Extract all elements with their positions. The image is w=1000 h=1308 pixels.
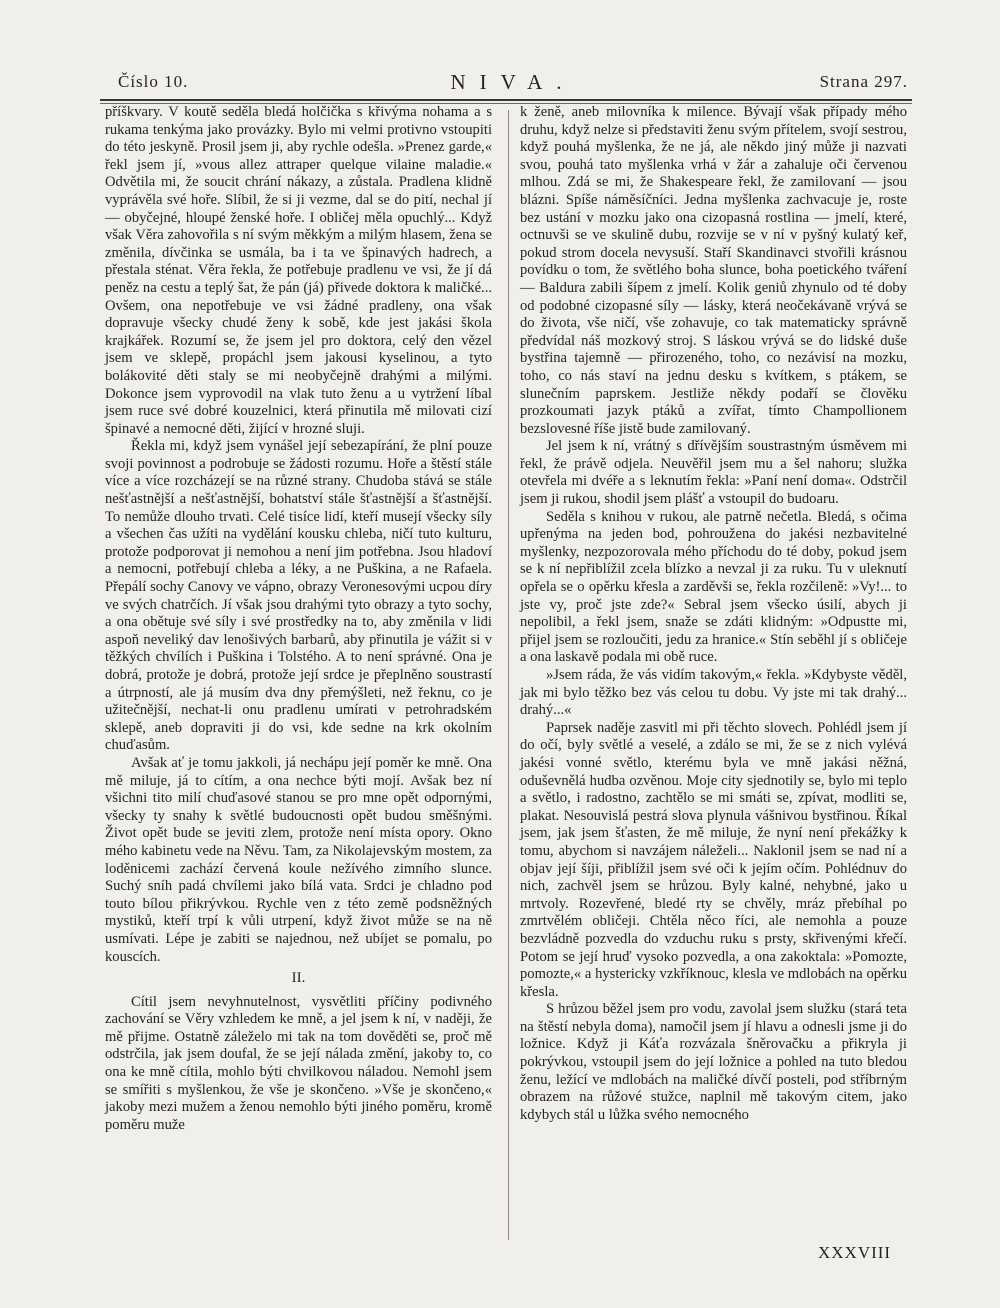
paragraph: Avšak ať je tomu jakkoli, já nechápu její poměr ke mně. Ona mě miluje, já to cítím, a ona nechce býti mojí. Avšak bez ní všichni tito milí chuďasové stanou se pro mne opět odpornými, všecky ty snahy k světlé budoucnosti opět budou směšnými. Život opět bude se jeviti zlem, protože není místa opory. Okno mého kabinetu vede na Něvu. Tam, za Nikolajevským mostem, za loděnicemi zachází červená koule nežívého zimního slunce. Suchý sníh padá chvílemi jako bílá vata. Srdci je chladno pod touto bílou přikrývkou. Rychle ven z této země podsněžných mystiků, kteří trpí k vůli utrpení, když život může se na ně usmívati. Lépe je zabiti se najednou, než ubíjet se pomalu, po kouscích. (105, 754, 492, 965)
section-numeral: II. (291, 970, 306, 987)
paragraph: příškvary. V koutě seděla bledá holčička s křivýma nohama a s rukama tenkýma jako provázky. Bylo mi velmi protivno vstoupiti do této jeskyně. Prosil jsem ji, aby rychle odešla. »Prenez garde,« řekl jsem jí, »vous allez attraper quelque vilaine maladie.« Odvětila mi, že soucit chrání nákazy, a zůstala. Pradlena klidně vyprávěla své hoře. Slíbil, že si ji vezme, dal se do pití, nechal jí — obyčejné, hloupé ženské hoře. I obličej měla opuchlý... Když však Věra zahovořila s ní svým měkkým a milým hlasem, žena se změnila, dívčinka se usmála, ba i ta ve špinavých hadrech, a přestala sténat. Věra řekla, že potřebuje pradlenu ve vsi, že jí dá peněz na cestu a teplý šat, že pán (já) přivede doktora k maličké... Ovšem, ona nepotřebuje ve vsi žádné pradleny, ona však dopravuje všecky chudé ženy k sobě, kde jest jakási škola krajkářek. Rozumí se, že jsem jel pro doktora, celý den vězel jsem ve sklepě, propáchl jsem jakousi kyselinou, a tyto bolákovité děti staly se mi neobyčejně drahými a milými. Dokonce jsem vyprovodil na vlak tuto ženu a u vytržení líbal jsem ruce své dobré kouzelnici, která přinutila mě milovati cizí špinavé a nemocné děti, žijící v hrozné sluji. (105, 104, 492, 437)
paragraph: Jel jsem k ní, vrátný s dřívějším soustrastným úsměvem mi řekl, že právě odjela. Neuvěřil jsem mu a šel nahoru; služka otevřela mi dvéře a s leknutím řekla: »Paní není doma«. Odstrčil jsem ji rukou, shodil jsem plášť a vstoupil do budoaru. (520, 438, 907, 508)
header-rule-thick (100, 99, 912, 101)
journal-title: NIVA. (450, 70, 576, 94)
paragraph: Řekla mi, když jsem vynášel její sebezapírání, že plní pouze svoji povinnost a podrobuje se žádosti rozumu. Hoře a štěstí stále více a více rozcházejí se na různé strany. Chudoba stává se stále nešťastnější a nešťastnější, bohatství stále šťastnější a šťastnější. To nemůže dlouho trvati. Celé tisíce lidí, kteří musejí všecky síly a všechen čas užíti na vydělání kousku chleba, ničí tuto kulturu, protože podporovat ji nemohou a není jim potřebna. Jsou hladoví a nemocni, potřebují chleba a léky, a ne Puškina, a ne Rafaela. Přepálí sochy Canovy ve vápno, obrazy Veronesovými ucpou díry ve svých chatrčích. Jí však jsou drahými tyto obrazy a tyto sochy, a ona obětuje své síly i své prostředky na to, aby změnila v lidi aspoň neveliký dav lenošivých barbarů, aby přinutila je vážit si v těžkých chvílích i Puškina i Tolstého. A to není správné. Ona je dobrá, protože je dobrá, protože její srdce je přeplněno soustrastí a útrpností, ale já musím dva dny přemýšleti, než řeknu, co je užitečnější, nechat-li onu pradlenu umírati v petrohradském sklepě, aneb dopraviti ji do vsi, kde sedne na krk okolním chuďasům. (105, 438, 492, 754)
paragraph: Seděla s knihou v rukou, ale patrně nečetla. Bledá, s očima upřenýma na jeden bod, pohroužena do jakési nezbavitelné myšlenky, nezpozorovala mého příchodu do té doby, pokud jsem se k ní nepřiblížil zcela blízko a nevzal ji za ruku. Tu v uleknutí opřela se o opěrku křesla a zarděvši se, řekla rozčileně: »Vy!... to jste vy, proč jste zde?« Sebral jsem všecko úsilí, abych ji nepolibil, a řekl jsem, snaže se zdáti klidným: »Odpustte mi, přijel jsem se rozloučiti, jedu za hranice.« Stín seběhl jí s obličeje a ona laskavě podala mi obě ruce. (520, 508, 907, 666)
left-column (105, 104, 492, 1134)
paragraph: S hrůzou běžel jsem pro vodu, zavolal jsem služku (stará teta na štěstí nebyla doma), namočil jsem jí hlavu a odnesli jsme ji do ložnice. Když ji Káťa rozvázala šněrovačku a přikryla ji pokrývkou, vstoupil jsem do její ložnice a pohled na tuto bledou ženu, ležící ve mdlobách na maličké dívčí posteli, pod stříbrným obrazem na růžové stužce, naplnil mě takovým citem, jako kdybych stál u lůžka svého nemocného (520, 1001, 907, 1123)
page-number: Strana 297. (819, 72, 908, 91)
page-header (118, 72, 908, 96)
paragraph: Cítil jsem nevyhnutelnost, vysvětliti příčiny podivného zachování se Věry vzhledem ke mně, a jel jsem k ní, v naději, že mě přijme. Ostatně záleželo mi tak na tom dověděti se, proč mě odstrčila, jak jsem doufal, že se její nálada změní, jakoby to, co ona ke mně cítila, mohlo býti chvilkovou náladou. Nemohl jsem se smířiti s myšlenkou, že vše je skončeno. »Vše je skončeno,« jakoby mezi mužem a ženou nemohlo býti jiného poměru, kromě poměru muže (105, 993, 492, 1133)
column-divider (508, 110, 509, 1240)
issue-number: Číslo 10. (118, 72, 189, 91)
right-column (520, 104, 907, 1124)
paragraph: k ženě, aneb milovníka k milence. Bývají však případy mého druhu, když nelze si představiti ženu svým přítelem, svojí sestrou, když pouhá myšlenka, že ne já, ale někdo jiný může ji nazvati svou, pouhá tato myšlenka vrhá v žár a zahaluje oči červenou mlhou. Zdá se mi, že Shakespeare řekl, že zamilovaní — jsou blázni. Spíše náměsíčníci. Jedna myšlenka zachvacuje je, roste bez ustání v mozku jako ona cizopasná rostlina — jmelí, které, octnuvši se ve skulině dubu, rozvije se v ní v pyšný kulatý keř, pokud strom docela nevysuší. Staří Skandinavci stvořili krásnou povídku o tom, že světlého boha slunce, boha poetického tváření — Baldura zabili šípem z jmelí. Kolik geniů zhynulo od té doby od podobné cizopasné síly — lásky, která neočekávaně vrývá se do života, vše ničí, vše zohavuje, co tak matematicky správně předvídal náš mozkový stroj. S láskou vrývá se do lidské duše bystřina tajemně — přirozeného, toho, co nezávisí na mozku, toho, co nás staví na jednu desku s kvítkem, s ptákem, se slunečním paprskem. Jestliže někdy podaří se člověku prozkoumati jazyk ptáků a zvířat, tímto Champollionem bezslovesné říše jistě bude zamilovaný. (520, 104, 907, 437)
paragraph: Paprsek naděje zasvitl mi při těchto slovech. Pohlédl jsem jí do očí, byly světlé a veselé, a zdálo se mi, že se z nich vylévá jakési vonné světlo, kterému byla ve mně jakási něžná, oduševnělá hudba ozvěnou. Moje city sjednotily se, bylo mi teplo a světlo, i radostno, zachtělo se mi smáti se, zpívat, modliti se, plakat. Nesouvislá pestrá slova plynula vášnivou bystřinou. Říkal jsem, jak jsem šťasten, že mě miluje, že nyní není překážky k tomu, abychom si navzájem náleželi... Naklonil jsem se nad ní a objav její šíji, přiblížil jsem své oči k jejím očím. Pohlédnuv do nich, zachvěl jsem se hrůzou. Byly kalné, nehybné, jako u mrtvoly. Rozevřené, bledé rty se chvěly, mráz přebíhal po zmrtvělém obličeji. Chtěla něco říci, ale nemohla a pouze bezvládně pozvedla do vzduchu ruku s prsty, skřivenými křečí. Potom se její hruď vysoko pozvedla, a ona zakoktala: »Pomozte, pomozte,« a hystericky vzkříknouc, klesla ve mdlobách na opěrku křesla. (520, 719, 907, 1000)
signature-mark: XXXVIII (818, 1243, 892, 1262)
paragraph: »Jsem ráda, že vás vidím takovým,« řekla. »Kdybyste věděl, jak mi bylo těžko bez vás celou tu dobu. Vy jste mi tak drahý... drahý...« (520, 667, 907, 719)
